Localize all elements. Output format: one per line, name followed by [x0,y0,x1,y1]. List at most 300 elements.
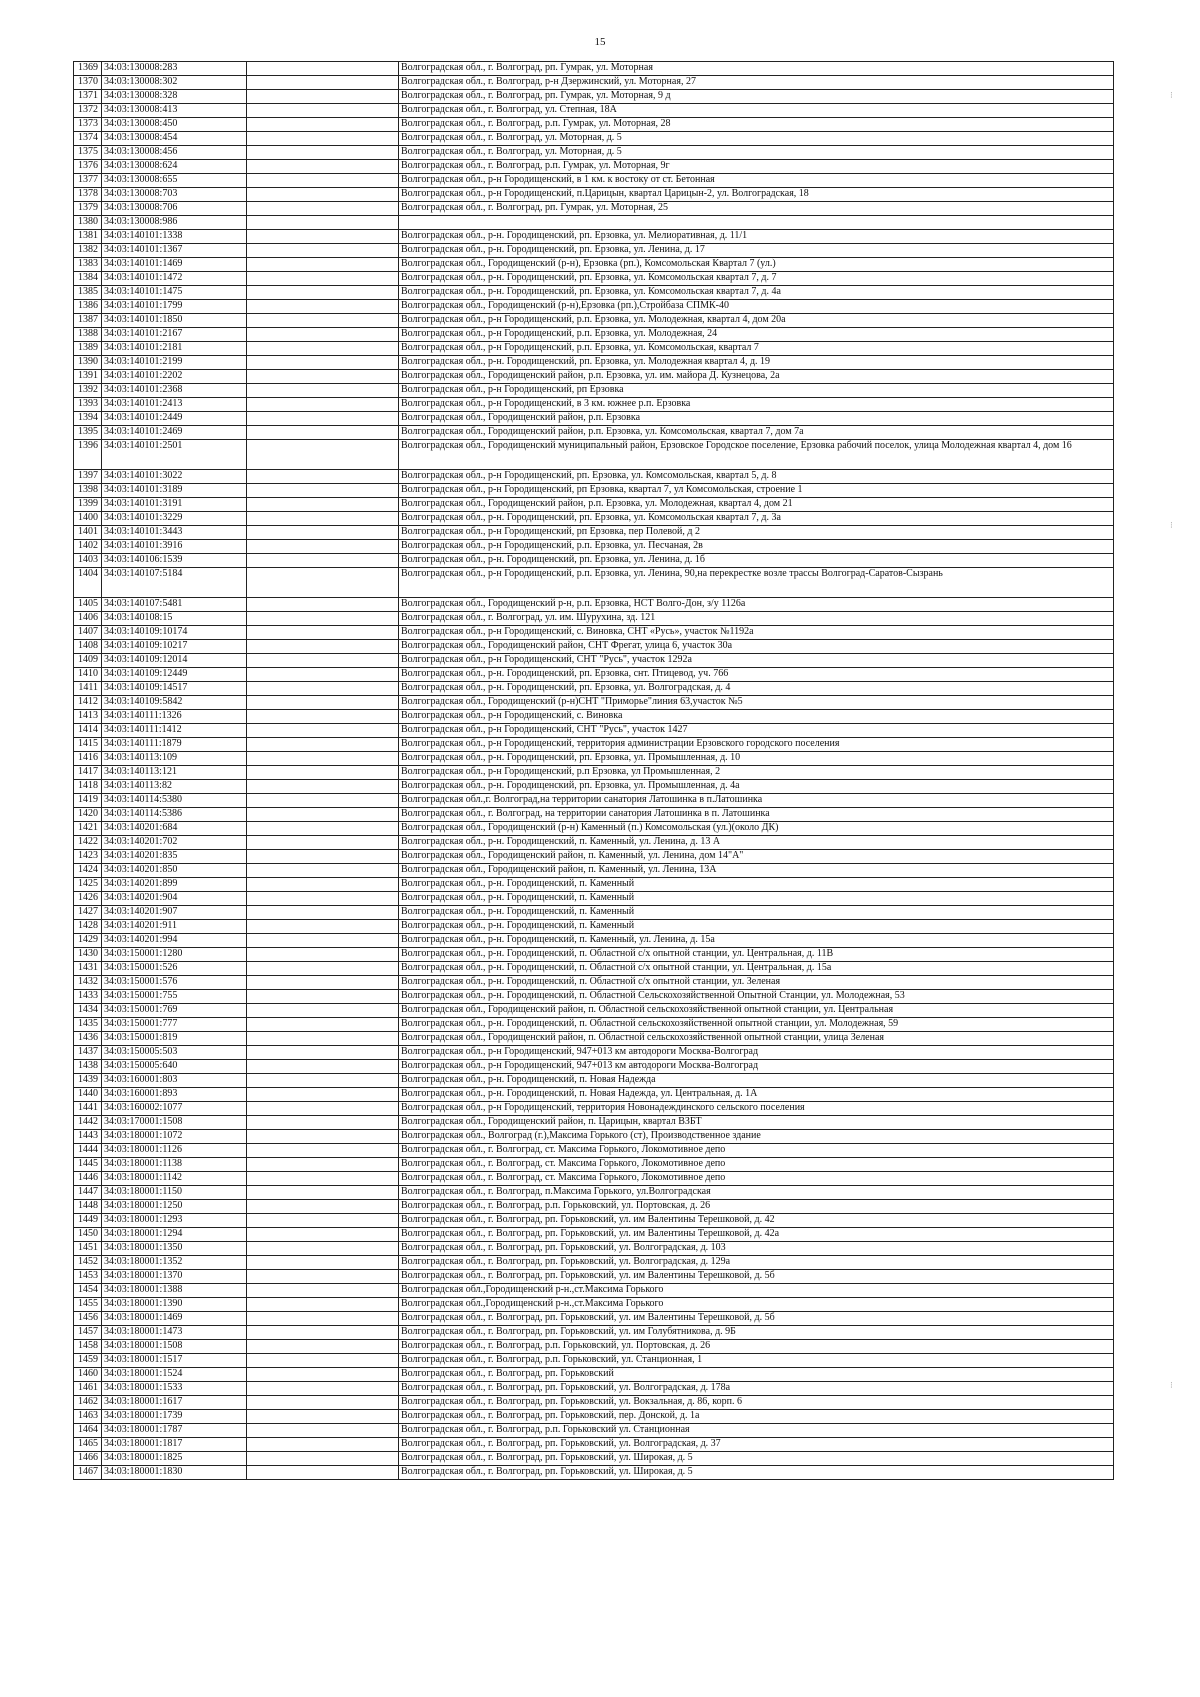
table-row [74,1144,1114,1158]
cadastral-number-cell: 34:03:180001:1469 [102,1312,247,1326]
table-row [74,1326,1114,1340]
address-cell: Волгоградская обл., Городищенский муниципальный район, Ерзовское Городское поселение, Ерзовка рабочий поселок, улица Молодежная квартал 4, дом 16 [399,440,1114,470]
table-row [74,328,1114,342]
address-cell: Волгоградская обл., г. Волгоград, р.п. Горьковский, ул. Портовская, д. 26 [399,1200,1114,1214]
empty-cell-cell [247,526,399,540]
address-cell: Волгоградская обл., р-н. Городищенский, рп. Ерзовка, ул. Ленина, д. 1б [399,554,1114,568]
empty-cell-cell [247,512,399,526]
empty-cell-cell [247,808,399,822]
cadastral-number-cell: 34:03:180001:1250 [102,1200,247,1214]
row-number-cell: 1442 [74,1116,102,1130]
row-number-cell: 1430 [74,948,102,962]
cadastral-number-cell: 34:03:140109:10174 [102,626,247,640]
table-row [74,258,1114,272]
cadastral-number-cell: 34:03:180001:1350 [102,1242,247,1256]
table-row [74,710,1114,724]
table-row [74,498,1114,512]
empty-cell-cell [247,794,399,808]
empty-cell-cell [247,1270,399,1284]
row-number-cell: 1465 [74,1438,102,1452]
row-number-cell: 1423 [74,850,102,864]
address-cell: Волгоградская обл., г. Волгоград, рп. Горьковский, ул. Широкая, д. 5 [399,1466,1114,1480]
table-row [74,230,1114,244]
row-number-cell: 1427 [74,906,102,920]
table-row [74,62,1114,76]
row-number-cell: 1388 [74,328,102,342]
cadastral-number-cell: 34:03:180001:1370 [102,1270,247,1284]
empty-cell-cell [247,906,399,920]
table-row [74,272,1114,286]
table-row [74,668,1114,682]
row-number-cell: 1459 [74,1354,102,1368]
empty-cell-cell [247,612,399,626]
table-row [74,934,1114,948]
cadastral-number-cell: 34:03:140101:2181 [102,342,247,356]
empty-cell-cell [247,1060,399,1074]
table-row [74,1172,1114,1186]
address-cell: Волгоградская обл., р-н Городищенский, п.Царицын, квартал Царицын-2, ул. Волгоградская, 18 [399,188,1114,202]
cadastral-number-cell: 34:03:180001:1533 [102,1382,247,1396]
address-cell: Волгоградская обл., р-н. Городищенский, п. Каменный [399,920,1114,934]
row-number-cell: 1417 [74,766,102,780]
address-cell: Волгоградская обл., г. Волгоград, рп. Горьковский, пер. Донской, д. 1а [399,1410,1114,1424]
empty-cell-cell [247,724,399,738]
cadastral-number-cell: 34:03:140111:1879 [102,738,247,752]
row-number-cell: 1373 [74,118,102,132]
cadastral-number-cell: 34:03:140201:911 [102,920,247,934]
address-cell: Волгоградская обл., г. Волгоград, рп. Горьковский, ул. им Валентины Терешковой, д. 5б [399,1312,1114,1326]
address-cell: Волгоградская обл., г. Волгоград, рп. Горьковский, ул. им Валентины Терешковой, д. 42а [399,1228,1114,1242]
table-row [74,1060,1114,1074]
row-number-cell: 1457 [74,1326,102,1340]
table-row [74,724,1114,738]
table-row [74,850,1114,864]
row-number-cell: 1414 [74,724,102,738]
empty-cell-cell [247,1298,399,1312]
row-number-cell: 1421 [74,822,102,836]
address-cell: Волгоградская обл., р-н. Городищенский, п. Новая Надежда [399,1074,1114,1088]
address-cell: Волгоградская обл., р-н. Городищенский, рп. Ерзовка, ул. Комсомольская квартал 7, д. 3а [399,512,1114,526]
address-cell: Волгоградская обл., р-н. Городищенский, рп. Ерзовка, ул. Комсомольская квартал 7, д. 7 [399,272,1114,286]
empty-cell-cell [247,1326,399,1340]
row-number-cell: 1377 [74,174,102,188]
empty-cell-cell [247,1396,399,1410]
cadastral-number-cell: 34:03:150001:769 [102,1004,247,1018]
cadastral-number-cell: 34:03:160001:803 [102,1074,247,1088]
empty-cell-cell [247,76,399,90]
table-row [74,1032,1114,1046]
empty-cell-cell [247,696,399,710]
address-cell: Волгоградская обл., г. Волгоград, рп. Горьковский, ул. им Валентины Терешковой, д. 5б [399,1270,1114,1284]
table-row [74,412,1114,426]
row-number-cell: 1445 [74,1158,102,1172]
cadastral-number-cell: 34:03:140101:3229 [102,512,247,526]
empty-cell-cell [247,962,399,976]
cadastral-number-cell: 34:03:140109:10217 [102,640,247,654]
cadastral-number-cell: 34:03:170001:1508 [102,1116,247,1130]
address-cell: Волгоградская обл., р-н Городищенский, р.п. Ерзовка, ул. Комсомольская, квартал 7 [399,342,1114,356]
cadastral-number-cell: 34:03:140101:3189 [102,484,247,498]
cadastral-number-cell: 34:03:140109:12449 [102,668,247,682]
table-row [74,920,1114,934]
table-row [74,696,1114,710]
row-number-cell: 1436 [74,1032,102,1046]
cadastral-number-cell: 34:03:140101:1367 [102,244,247,258]
table-row [74,370,1114,384]
table-row [74,1200,1114,1214]
cadastral-number-cell: 34:03:140201:850 [102,864,247,878]
row-number-cell: 1426 [74,892,102,906]
address-cell: Волгоградская обл., р-н Городищенский, рп Ерзовка, квартал 7, ул Комсомольская, строение 1 [399,484,1114,498]
address-cell: Волгоградская обл., р-н Городищенский, р.п Ерзовка, ул Промышленная, 2 [399,766,1114,780]
row-number-cell: 1400 [74,512,102,526]
empty-cell-cell [247,440,399,470]
empty-cell-cell [247,118,399,132]
cadastral-number-cell: 34:03:140107:5481 [102,598,247,612]
empty-cell-cell [247,554,399,568]
empty-cell-cell [247,286,399,300]
table-row [74,1242,1114,1256]
row-number-cell: 1460 [74,1368,102,1382]
cadastral-number-cell: 34:03:130008:624 [102,160,247,174]
row-number-cell: 1416 [74,752,102,766]
empty-cell-cell [247,1102,399,1116]
empty-cell-cell [247,682,399,696]
table-row [74,766,1114,780]
row-number-cell: 1384 [74,272,102,286]
empty-cell-cell [247,484,399,498]
row-number-cell: 1418 [74,780,102,794]
table-row [74,598,1114,612]
empty-cell-cell [247,426,399,440]
cadastral-number-cell: 34:03:140109:12014 [102,654,247,668]
table-row [74,1228,1114,1242]
empty-cell-cell [247,1368,399,1382]
address-cell: Волгоградская обл., р-н. Городищенский, п. Областной сельскохозяйственной опытной станции, ул. Молодежная, 59 [399,1018,1114,1032]
row-number-cell: 1466 [74,1452,102,1466]
row-number-cell: 1375 [74,146,102,160]
address-cell: Волгоградская обл., г. Волгоград, рп. Гумрак, ул. Моторная, 25 [399,202,1114,216]
cadastral-number-cell: 34:03:140101:2368 [102,384,247,398]
empty-cell-cell [247,230,399,244]
row-number-cell: 1394 [74,412,102,426]
table-row [74,484,1114,498]
cadastral-number-cell: 34:03:130008:456 [102,146,247,160]
address-cell: Волгоградская обл., р-н Городищенский, р.п. Ерзовка, ул. Молодежная, квартал 4, дом 20а [399,314,1114,328]
empty-cell-cell [247,1214,399,1228]
empty-cell-cell [247,892,399,906]
table-row [74,342,1114,356]
address-cell: Волгоградская обл., г. Волгоград, ст. Максима Горького, Локомотивное депо [399,1172,1114,1186]
cadastral-number-cell: 34:03:140201:684 [102,822,247,836]
cadastral-number-cell: 34:03:140201:835 [102,850,247,864]
empty-cell-cell [247,990,399,1004]
cadastral-number-cell: 34:03:140101:1469 [102,258,247,272]
address-cell: Волгоградская обл., р-н. Городищенский, рп. Ерзовка, ул. Волгоградская, д. 4 [399,682,1114,696]
empty-cell-cell [247,1256,399,1270]
row-number-cell: 1369 [74,62,102,76]
address-cell: Волгоградская обл., г. Волгоград, рп. Горьковский [399,1368,1114,1382]
table-row [74,1340,1114,1354]
row-number-cell: 1407 [74,626,102,640]
address-cell: Волгоградская обл., Городищенский район, р.п. Ерзовка, ул. Комсомольская, квартал 7, дом 7а [399,426,1114,440]
row-number-cell: 1438 [74,1060,102,1074]
row-number-cell: 1420 [74,808,102,822]
empty-cell-cell [247,948,399,962]
table-row [74,440,1114,470]
cadastral-number-cell: 34:03:140101:2199 [102,356,247,370]
row-number-cell: 1371 [74,90,102,104]
empty-cell-cell [247,470,399,484]
cadastral-number-cell: 34:03:180001:1390 [102,1298,247,1312]
empty-cell-cell [247,370,399,384]
table-row [74,1424,1114,1438]
cadastral-number-cell: 34:03:130008:655 [102,174,247,188]
cadastral-number-cell: 34:03:130008:703 [102,188,247,202]
cadastral-number-cell: 34:03:140101:2167 [102,328,247,342]
cadastral-number-cell: 34:03:180001:1142 [102,1172,247,1186]
cadastral-number-cell: 34:03:130008:986 [102,216,247,230]
cadastral-number-cell: 34:03:180001:1524 [102,1368,247,1382]
table-row [74,1312,1114,1326]
cadastral-number-cell: 34:03:140101:1475 [102,286,247,300]
row-number-cell: 1395 [74,426,102,440]
row-number-cell: 1441 [74,1102,102,1116]
cadastral-number-cell: 34:03:130008:413 [102,104,247,118]
row-number-cell: 1387 [74,314,102,328]
address-cell: Волгоградская обл.,Городищенский р-н.,ст.Максима Горького [399,1284,1114,1298]
table-row [74,160,1114,174]
address-cell: Волгоградская обл., р-н Городищенский, с. Виновка [399,710,1114,724]
cadastral-number-cell: 34:03:140114:5386 [102,808,247,822]
address-cell: Волгоградская обл., р-н Городищенский, в 1 км. к востоку от ст. Бетонная [399,174,1114,188]
row-number-cell: 1464 [74,1424,102,1438]
table-row [74,104,1114,118]
empty-cell-cell [247,202,399,216]
row-number-cell: 1439 [74,1074,102,1088]
cadastral-number-cell: 34:03:140111:1326 [102,710,247,724]
empty-cell-cell [247,1228,399,1242]
address-cell: Волгоградская обл., Городищенский (р-н),Ерзовка (рп.),Стройбаза СПМК-40 [399,300,1114,314]
empty-cell-cell [247,1046,399,1060]
cadastral-number-cell: 34:03:150005:640 [102,1060,247,1074]
address-cell: Волгоградская обл., г. Волгоград, п.Максима Горького, ул.Волгоградская [399,1186,1114,1200]
table-row [74,1410,1114,1424]
address-cell: Волгоградская обл., г. Волгоград, ул. им. Шурухина, зд. 121 [399,612,1114,626]
cadastral-number-cell: 34:03:140201:899 [102,878,247,892]
table-row [74,244,1114,258]
table-row [74,878,1114,892]
address-cell [399,216,1114,230]
empty-cell-cell [247,244,399,258]
row-number-cell: 1372 [74,104,102,118]
table-row [74,314,1114,328]
row-number-cell: 1419 [74,794,102,808]
table-row [74,1256,1114,1270]
cadastral-number-cell: 34:03:140101:2413 [102,398,247,412]
empty-cell-cell [247,62,399,76]
table-row [74,906,1114,920]
table-row [74,554,1114,568]
address-cell: Волгоградская обл., р-н Городищенский, рп. Ерзовка, ул. Комсомольская, квартал 5, д. 8 [399,470,1114,484]
cadastral-number-cell: 34:03:140113:121 [102,766,247,780]
empty-cell-cell [247,1382,399,1396]
cadastral-number-cell: 34:03:140108:15 [102,612,247,626]
cadastral-number-cell: 34:03:140114:5380 [102,794,247,808]
table-row [74,540,1114,554]
row-number-cell: 1425 [74,878,102,892]
cadastral-number-cell: 34:03:140106:1539 [102,554,247,568]
empty-cell-cell [247,1018,399,1032]
empty-cell-cell [247,1200,399,1214]
table-row [74,1088,1114,1102]
empty-cell-cell [247,216,399,230]
row-number-cell: 1374 [74,132,102,146]
table-row [74,1382,1114,1396]
table-row [74,1186,1114,1200]
address-cell: Волгоградская обл., Городищенский район, СНТ Фрегат, улица 6, участок 30а [399,640,1114,654]
cadastral-number-cell: 34:03:160002:1077 [102,1102,247,1116]
address-cell: Волгоградская обл., р-н. Городищенский, рп. Ерзовка, ул. Ленина, д. 17 [399,244,1114,258]
row-number-cell: 1458 [74,1340,102,1354]
address-cell: Волгоградская обл., р-н. Городищенский, п. Каменный [399,906,1114,920]
row-number-cell: 1453 [74,1270,102,1284]
row-number-cell: 1404 [74,568,102,598]
empty-cell-cell [247,132,399,146]
row-number-cell: 1382 [74,244,102,258]
row-number-cell: 1446 [74,1172,102,1186]
address-cell: Волгоградская обл., р-н. Городищенский, п. Областной с/х опытной станции, ул. Центральная, д. 15а [399,962,1114,976]
address-cell: Волгоградская обл., р-н Городищенский, СНТ "Русь", участок 1292а [399,654,1114,668]
row-number-cell: 1449 [74,1214,102,1228]
row-number-cell: 1463 [74,1410,102,1424]
empty-cell-cell [247,976,399,990]
row-number-cell: 1432 [74,976,102,990]
cadastral-number-cell: 34:03:140113:82 [102,780,247,794]
table-row [74,1116,1114,1130]
address-cell: Волгоградская обл., г. Волгоград, ул. Моторная, д. 5 [399,146,1114,160]
empty-cell-cell [247,1354,399,1368]
empty-cell-cell [247,640,399,654]
table-row [74,626,1114,640]
table-row [74,738,1114,752]
cadastral-number-cell: 34:03:140201:702 [102,836,247,850]
address-cell: Волгоградская обл., г. Волгоград, рп. Горьковский, ул. Волгоградская, д. 178а [399,1382,1114,1396]
empty-cell-cell [247,850,399,864]
cadastral-number-cell: 34:03:140101:1850 [102,314,247,328]
empty-cell-cell [247,90,399,104]
empty-cell-cell [247,174,399,188]
table-row [74,1158,1114,1172]
address-cell: Волгоградская обл., г. Волгоград, ул. Моторная, д. 5 [399,132,1114,146]
table-row [74,384,1114,398]
address-cell: Волгоградская обл., р-н. Городищенский, п. Каменный, ул. Ленина, д. 13 А [399,836,1114,850]
table-row [74,118,1114,132]
address-cell: Волгоградская обл.,Городищенский р-н.,ст.Максима Горького [399,1298,1114,1312]
address-cell: Волгоградская обл., г. Волгоград, рп. Гумрак, ул. Моторная [399,62,1114,76]
address-cell: Волгоградская обл., г. Волгоград, р.п. Гумрак, ул. Моторная, 9г [399,160,1114,174]
table-row [74,356,1114,370]
row-number-cell: 1401 [74,526,102,540]
cadastral-number-cell: 34:03:180001:1830 [102,1466,247,1480]
address-cell: Волгоградская обл., р-н. Городищенский, рп. Ерзовка, снт. Птицевод, уч. 766 [399,668,1114,682]
address-cell: Волгоградская обл., р-н. Городищенский, рп. Ерзовка, ул. Комсомольская квартал 7, д. 4а [399,286,1114,300]
empty-cell-cell [247,780,399,794]
empty-cell-cell [247,1438,399,1452]
cadastral-number-cell: 34:03:180001:1817 [102,1438,247,1452]
empty-cell-cell [247,1158,399,1172]
row-number-cell: 1376 [74,160,102,174]
cadastral-number-cell: 34:03:140201:904 [102,892,247,906]
address-cell: Волгоградская обл., Городищенский (р-н)СНТ "Приморье"линия 63,участок №5 [399,696,1114,710]
table-row [74,1396,1114,1410]
empty-cell-cell [247,328,399,342]
row-number-cell: 1434 [74,1004,102,1018]
empty-cell-cell [247,1116,399,1130]
empty-cell-cell [247,398,399,412]
empty-cell-cell [247,104,399,118]
table-row [74,174,1114,188]
empty-cell-cell [247,878,399,892]
address-cell: Волгоградская обл., Городищенский р-н, р.п. Ерзовка, НСТ Волго-Дон, з/у 1126а [399,598,1114,612]
table-row [74,1074,1114,1088]
cadastral-number-cell: 34:03:140113:109 [102,752,247,766]
cadastral-number-cell: 34:03:180001:1138 [102,1158,247,1172]
row-number-cell: 1380 [74,216,102,230]
row-number-cell: 1429 [74,934,102,948]
empty-cell-cell [247,1130,399,1144]
address-cell: Волгоградская обл.,г. Волгоград,на территории санатория Латошинка в п.Латошинка [399,794,1114,808]
empty-cell-cell [247,272,399,286]
cadastral-number-cell: 34:03:180001:1825 [102,1452,247,1466]
address-cell: Волгоградская обл., Городищенский район, р.п. Ерзовка, ул. им. майора Д. Кузнецова, 2а [399,370,1114,384]
cadastral-number-cell: 34:03:130008:328 [102,90,247,104]
row-number-cell: 1448 [74,1200,102,1214]
address-cell: Волгоградская обл., г. Волгоград, рп. Горьковский, ул. Волгоградская, д. 37 [399,1438,1114,1452]
table-row [74,1284,1114,1298]
row-number-cell: 1397 [74,470,102,484]
cadastral-number-cell: 34:03:180001:1787 [102,1424,247,1438]
row-number-cell: 1410 [74,668,102,682]
address-cell: Волгоградская обл., Городищенский район, п. Областной сельскохозяйственной опытной станции, ул. Центральная [399,1004,1114,1018]
empty-cell-cell [247,1088,399,1102]
row-number-cell: 1385 [74,286,102,300]
row-number-cell: 1379 [74,202,102,216]
empty-cell-cell [247,188,399,202]
address-cell: Волгоградская обл., г. Волгоград, ул. Степная, 18А [399,104,1114,118]
cadastral-number-cell: 34:03:150001:755 [102,990,247,1004]
cadastral-number-cell: 34:03:150001:1280 [102,948,247,962]
empty-cell-cell [247,314,399,328]
cadastral-number-cell: 34:03:140109:5842 [102,696,247,710]
empty-cell-cell [247,300,399,314]
row-number-cell: 1403 [74,554,102,568]
table-row [74,892,1114,906]
empty-cell-cell [247,1186,399,1200]
address-cell: Волгоградская обл., р-н Городищенский, р.п. Ерзовка, ул. Ленина, 90,на перекрестке возле трассы Волгоград-Саратов-Сызрань [399,568,1114,598]
address-cell: Волгоградская обл., р-н Городищенский, с. Виновка, СНТ «Русь», участок №1192а [399,626,1114,640]
address-cell: Волгоградская обл., р-н Городищенский, территория администрации Ерзовского городского поселения [399,738,1114,752]
table-row [74,90,1114,104]
table-row [74,836,1114,850]
address-cell: Волгоградская обл., р-н. Городищенский, п. Новая Надежда, ул. Центральная, д. 1А [399,1088,1114,1102]
address-cell: Волгоградская обл., р-н Городищенский, территория Новонадеждинского сельского поселения [399,1102,1114,1116]
row-number-cell: 1450 [74,1228,102,1242]
row-number-cell: 1424 [74,864,102,878]
row-number-cell: 1455 [74,1298,102,1312]
scan-artifact: ⁝ [1170,90,1173,100]
row-number-cell: 1406 [74,612,102,626]
